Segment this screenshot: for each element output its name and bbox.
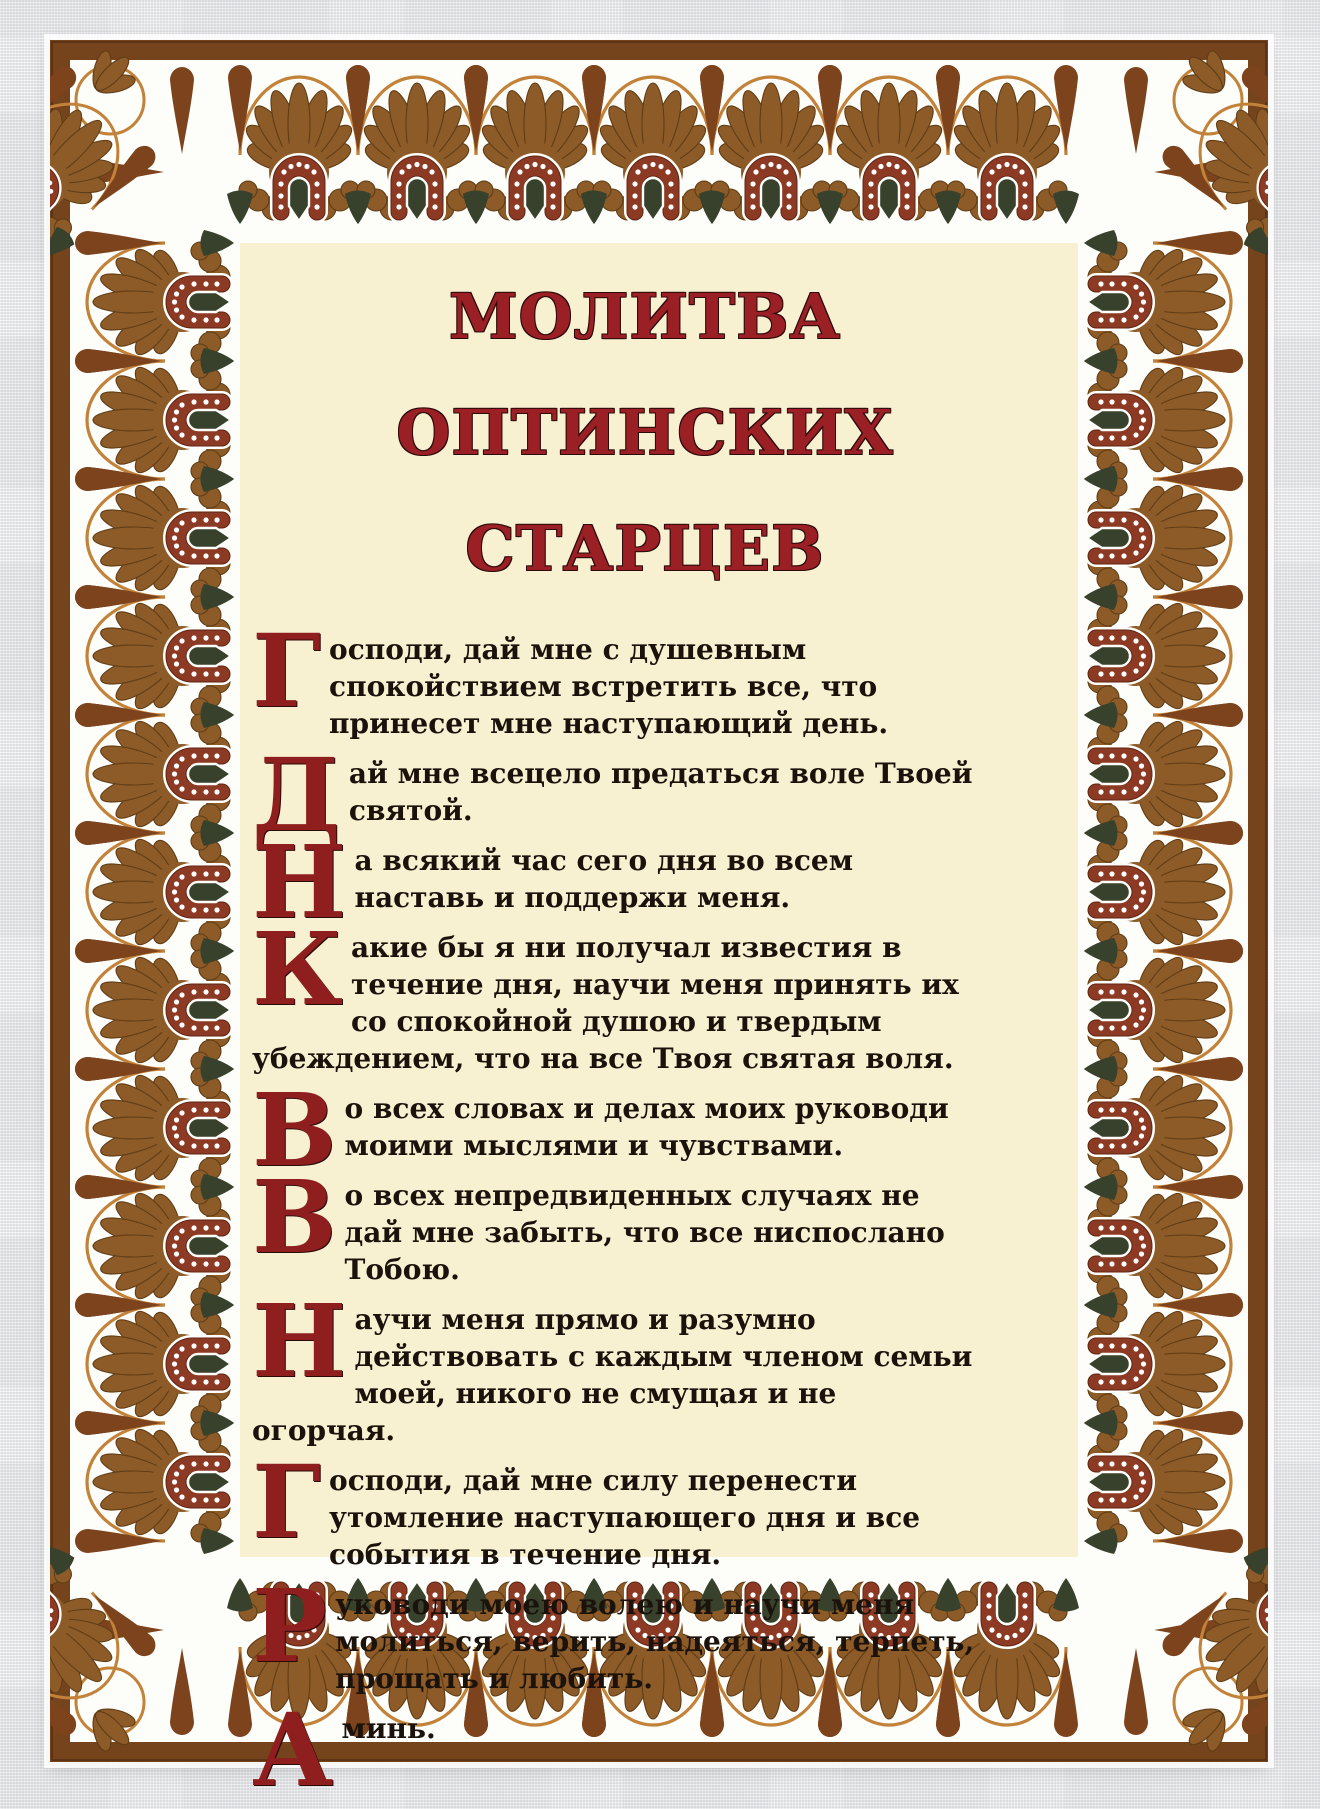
prayer-paragraph <box>252 1443 978 1573</box>
prayer-paragraph <box>252 1691 978 1809</box>
drop-cap-initial: Р <box>252 1567 328 1685</box>
prayer-paragraph <box>252 910 978 1077</box>
title-line-2: ОПТИНСКИХ СТАРЦЕВ <box>396 396 894 585</box>
paragraph-text: о всех словах и делах моих руководи моими мыслями и чувствами. <box>344 1092 949 1162</box>
paragraph-text: осподи, дай мне с душевным спокойствием встретить все, что принесет мне наступающий день. <box>329 633 889 740</box>
drop-cap-initial: А <box>252 1691 334 1809</box>
prayer-paragraph <box>252 1282 978 1449</box>
title-line-1: МОЛИТВА <box>448 280 842 353</box>
prayer-paragraph <box>252 1567 978 1697</box>
prayer-title <box>252 259 1038 607</box>
prayer-paragraph <box>252 736 978 854</box>
paragraph-text: акие бы я ни получал известия в течение дня, научи меня принять их со спокойной душою и твердым убеждением, что на все Твоя святая воля. <box>252 931 959 1075</box>
drop-cap-initial: Г <box>252 612 322 730</box>
prayer-body <box>252 612 978 1809</box>
paragraph-text: уководи моею волею и научи меня молиться, верить, надеяться, терпеть, прощать и любить. <box>335 1588 975 1695</box>
drop-cap-initial: Д <box>252 736 341 854</box>
prayer-card <box>50 40 1268 1809</box>
drop-cap-initial: В <box>252 1158 337 1276</box>
drop-cap-initial: К <box>252 910 343 1028</box>
drop-cap-initial: Г <box>252 1443 322 1561</box>
paragraph-text: осподи, дай мне силу перенести утомление наступающего дня и все события в течение дня. <box>329 1464 921 1571</box>
paragraph-text: ай мне всецело предаться воле Твоей святой. <box>348 757 973 827</box>
prayer-text-panel <box>240 243 1078 1809</box>
prayer-paragraph <box>252 1158 978 1288</box>
paragraph-text: аучи меня прямо и разумно действовать с каждым членом семьи моей, никого не смущая и не огорчая. <box>252 1303 973 1447</box>
drop-cap-initial: В <box>252 1071 337 1189</box>
drop-cap-initial: Н <box>252 823 347 941</box>
prayer-paragraph <box>252 1071 978 1189</box>
prayer-paragraph <box>252 823 978 941</box>
paragraph-text: а всякий час сего дня во всем наставь и поддержи меня. <box>354 844 854 914</box>
drop-cap-initial: Н <box>252 1282 347 1400</box>
paragraph-text: минь. <box>341 1712 436 1745</box>
paragraph-text: о всех непредвиденных случаях не дай мне забыть, что все ниспослано Тобою. <box>344 1179 945 1286</box>
prayer-paragraph <box>252 612 978 742</box>
